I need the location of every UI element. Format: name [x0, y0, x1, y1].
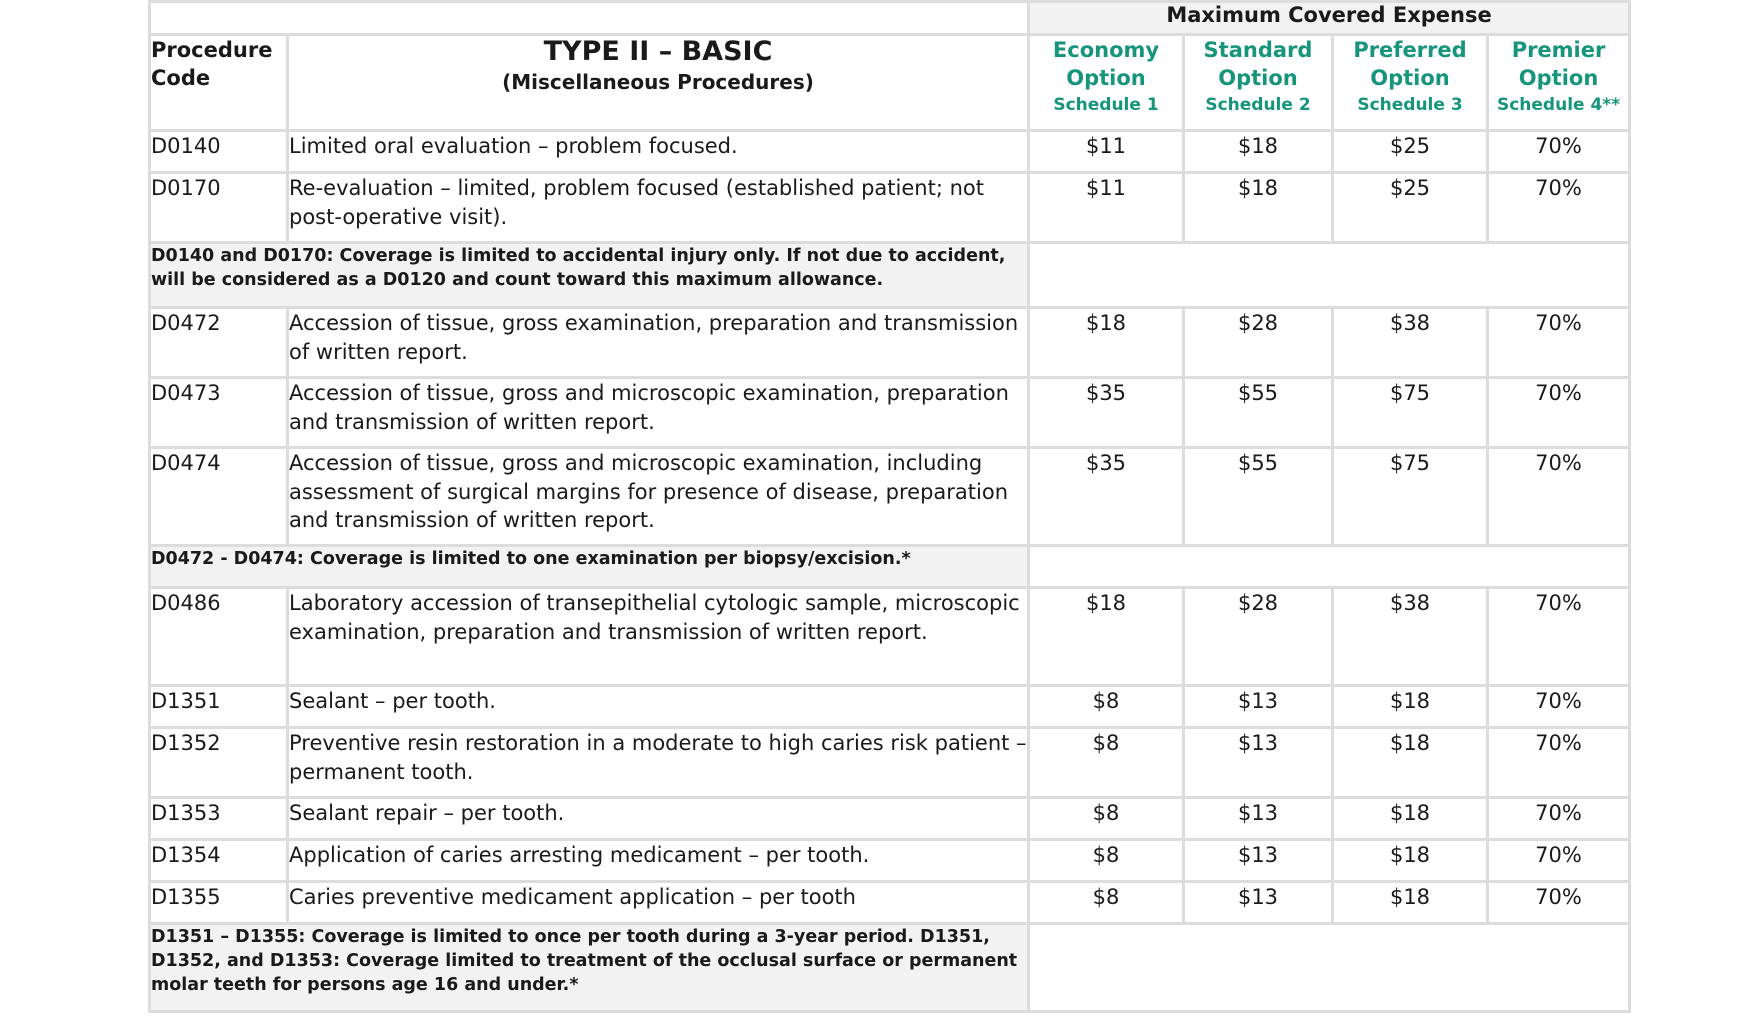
procedure-description: Accession of tissue, gross and microscopic examination, preparation and transmission of written report.: [288, 378, 1029, 448]
option-word: Option: [1218, 66, 1298, 90]
value-schedule-3: $18: [1333, 840, 1488, 882]
value-schedule-1: $8: [1029, 840, 1184, 882]
table-row: [150, 882, 1630, 924]
value-schedule-1: $11: [1029, 131, 1184, 173]
value-schedule-4: 70%: [1488, 882, 1630, 924]
table-row: [150, 448, 1630, 546]
procedure-code: D1355: [150, 882, 288, 924]
value-schedule-4: 70%: [1488, 448, 1630, 546]
procedure-code: D1352: [150, 728, 288, 798]
coverage-note: D0472 - D0474: Coverage is limited to one examination per biopsy/excision.*: [150, 546, 1029, 588]
value-schedule-1: $35: [1029, 448, 1184, 546]
option-header-economy: [1029, 35, 1184, 131]
value-schedule-4: 70%: [1488, 840, 1630, 882]
value-schedule-4: 70%: [1488, 686, 1630, 728]
value-schedule-2: $28: [1184, 308, 1333, 378]
value-schedule-1: $35: [1029, 378, 1184, 448]
value-schedule-4: 70%: [1488, 588, 1630, 686]
value-schedule-1: $18: [1029, 308, 1184, 378]
procedure-description: Limited oral evaluation – problem focused.: [288, 131, 1029, 173]
value-schedule-2: $13: [1184, 728, 1333, 798]
value-schedule-3: $18: [1333, 798, 1488, 840]
note-spacer: [1029, 924, 1630, 1012]
table-row: [150, 378, 1630, 448]
value-schedule-4: 70%: [1488, 173, 1630, 243]
procedure-code: D1354: [150, 840, 288, 882]
value-schedule-2: $28: [1184, 588, 1333, 686]
note-row: [150, 924, 1630, 1012]
procedure-code-header-line1: Procedure: [151, 38, 273, 62]
table-row: [150, 798, 1630, 840]
value-schedule-2: $55: [1184, 378, 1333, 448]
procedure-code-header: [150, 35, 288, 131]
header-spacer: [150, 2, 1029, 35]
procedure-code: D0473: [150, 378, 288, 448]
procedure-description: Accession of tissue, gross and microscopic examination, including assessment of surgical margins for presence of disease, preparation and transmission of written report.: [288, 448, 1029, 546]
value-schedule-4: 70%: [1488, 131, 1630, 173]
value-schedule-4: 70%: [1488, 728, 1630, 798]
option-schedule: Schedule 4**: [1496, 95, 1621, 115]
procedure-description: Preventive resin restoration in a moderate to high caries risk patient – permanent tooth.: [288, 728, 1029, 798]
procedure-description: Laboratory accession of transepithelial cytologic sample, microscopic examination, preparation and transmission of written report.: [288, 588, 1029, 686]
value-schedule-3: $25: [1333, 131, 1488, 173]
table-row: [150, 686, 1630, 728]
value-schedule-3: $38: [1333, 308, 1488, 378]
table-row: [150, 173, 1630, 243]
value-schedule-3: $75: [1333, 448, 1488, 546]
option-word: Option: [1518, 66, 1599, 90]
coverage-note: D0140 and D0170: Coverage is limited to accidental injury only. If not due to accident, will be considered as a D0120 and count toward this maximum allowance.: [150, 243, 1029, 308]
value-schedule-1: $8: [1029, 686, 1184, 728]
option-header-preferred: [1333, 35, 1488, 131]
value-schedule-1: $8: [1029, 798, 1184, 840]
procedure-code-header-line2: Code: [151, 66, 211, 90]
value-schedule-1: $11: [1029, 173, 1184, 243]
value-schedule-1: $8: [1029, 882, 1184, 924]
option-schedule: Schedule 3: [1357, 95, 1463, 115]
type-header: [288, 35, 1029, 131]
note-spacer: [1029, 243, 1630, 308]
option-word: Option: [1370, 66, 1450, 90]
procedure-code: D0474: [150, 448, 288, 546]
procedure-description: Caries preventive medicament application – per tooth: [288, 882, 1029, 924]
value-schedule-3: $38: [1333, 588, 1488, 686]
value-schedule-3: $18: [1333, 686, 1488, 728]
procedure-description: Re-evaluation – limited, problem focused (established patient; not post-operative visit).: [288, 173, 1029, 243]
table-row: [150, 840, 1630, 882]
procedure-code: D1353: [150, 798, 288, 840]
value-schedule-2: $55: [1184, 448, 1333, 546]
table-row: [150, 588, 1630, 686]
option-name: Premier: [1511, 38, 1606, 62]
value-schedule-2: $13: [1184, 882, 1333, 924]
option-word: Option: [1066, 66, 1146, 90]
table-row: [150, 131, 1630, 173]
value-schedule-2: $13: [1184, 798, 1333, 840]
value-schedule-4: 70%: [1488, 308, 1630, 378]
coverage-note: D1351 – D1355: Coverage is limited to once per tooth during a 3-year period. D1351, D1352, and D1353: Coverage limited to treatment of the occlusal surface or permanent molar teeth for persons age 16 and under.*: [150, 924, 1029, 1012]
procedure-code: D0486: [150, 588, 288, 686]
value-schedule-3: $25: [1333, 173, 1488, 243]
option-name: Standard: [1203, 38, 1313, 62]
option-name: Economy: [1052, 38, 1160, 62]
value-schedule-3: $18: [1333, 728, 1488, 798]
procedure-code: D1351: [150, 686, 288, 728]
option-schedule: Schedule 1: [1053, 95, 1159, 115]
type-subtitle: (Miscellaneous Procedures): [502, 70, 814, 94]
value-schedule-1: $8: [1029, 728, 1184, 798]
procedure-code: D0140: [150, 131, 288, 173]
value-schedule-2: $13: [1184, 686, 1333, 728]
value-schedule-1: $18: [1029, 588, 1184, 686]
note-spacer: [1029, 546, 1630, 588]
table-row: [150, 308, 1630, 378]
option-schedule: Schedule 2: [1205, 95, 1311, 115]
value-schedule-3: $18: [1333, 882, 1488, 924]
max-covered-expense-header: Maximum Covered Expense: [1029, 2, 1630, 35]
procedure-description: Application of caries arresting medicament – per tooth.: [288, 840, 1029, 882]
note-row: [150, 243, 1630, 308]
option-name: Preferred: [1353, 38, 1467, 62]
value-schedule-4: 70%: [1488, 378, 1630, 448]
procedure-description: Sealant repair – per tooth.: [288, 798, 1029, 840]
procedure-code: D0170: [150, 173, 288, 243]
coverage-table: [148, 0, 1631, 1013]
type-title: TYPE II – BASIC: [543, 36, 773, 67]
value-schedule-4: 70%: [1488, 798, 1630, 840]
value-schedule-2: $18: [1184, 173, 1333, 243]
value-schedule-2: $13: [1184, 840, 1333, 882]
table-row: [150, 728, 1630, 798]
procedure-code: D0472: [150, 308, 288, 378]
procedure-description: Sealant – per tooth.: [288, 686, 1029, 728]
option-header-standard: [1184, 35, 1333, 131]
note-row: [150, 546, 1630, 588]
option-header-premier: [1488, 35, 1630, 131]
value-schedule-3: $75: [1333, 378, 1488, 448]
value-schedule-2: $18: [1184, 131, 1333, 173]
procedure-description: Accession of tissue, gross examination, preparation and transmission of written report.: [288, 308, 1029, 378]
